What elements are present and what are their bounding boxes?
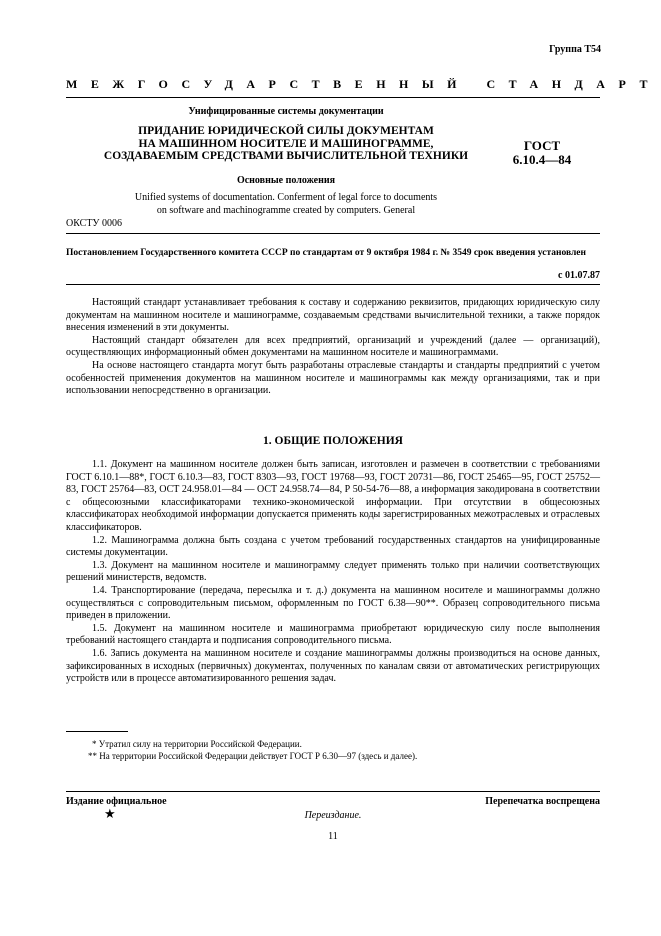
page-number: 11 — [328, 831, 338, 842]
english-title-line: on software and machinogramme created by computers. General — [156, 205, 416, 216]
document-title — [66, 125, 506, 163]
footer-rule — [66, 791, 600, 792]
clause: 1.3. Документ на машинном носителе и машинограмму следует применять только при наличии соответствующих решений министерств, ведомств. — [66, 559, 600, 584]
clause: 1.4. Транспортирование (передача, пересылка и т. д.) документа на машинном носителе и машинограммы должно осуществляться с сопроводительным письмом, оформленным по ГОСТ 6.38—90**. Образец сопроводительного письма приведен в приложении. — [66, 584, 600, 622]
clause: 1.1. Документ на машинном носителе должен быть записан, изготовлен и размечен в соответствии с требованиями ГОСТ 6.10.1—88*, ГОСТ 6.10.3—83, ГОСТ 8303—93, ГОСТ 19768—93, ГОСТ 20731—86, ГОСТ 25465—95, ГОСТ 25752—83, ГОСТ 25764—83, ОСТ 24.958.01—84 — ОСТ 24.958.74—84, Р 50-54-76—88, а информация закодирована в соответствии с общесоюзными классификаторами технико-экономической информации. При отсутствии в общесоюзных классификаторах необходимой информации допускается применять коды зарегистрированных межотраслевых и отраслевых классификаторов. — [66, 459, 600, 533]
title-line: СОЗДАВАЕМЫМ СРЕДСТВАМИ ВЫЧИСЛИТЕЛЬНОЙ ТЕХНИКИ — [103, 150, 469, 162]
section-heading: 1. ОБЩИЕ ПОЛОЖЕНИЯ — [263, 435, 403, 447]
reprint-prohibited-label: Перепечатка воспрещена — [485, 796, 600, 807]
clause: 1.5. Документ на машинном носителе и машинограмма приобретают юридическую силу после выполнения требований настоящего стандарта и подписания сопроводительного письма. — [66, 622, 600, 647]
effective-date: с 01.07.87 — [558, 270, 600, 281]
footnote: * Утратил силу на территории Российской Федерации. — [92, 739, 302, 749]
footnote-separator — [66, 731, 128, 732]
clause: 1.2. Машинограмма должна быть создана с учетом требований государственных стандартов на унифицированные системы документации. — [66, 534, 600, 559]
header-rule-top — [66, 97, 600, 98]
subtitle: Основные положения — [236, 175, 336, 186]
star-icon: ★ — [104, 806, 116, 821]
official-edition-label: Издание официальное — [66, 796, 167, 807]
gost-label: ГОСТ — [523, 138, 561, 153]
paragraph: Настоящий стандарт устанавливает требования к составу и содержанию реквизитов, придающих юридическую силу документам на машинном носителе и машинограмме, создаваемым средствами вычислительной техники, а также порядок внесения изменений в эти документы. — [66, 297, 600, 334]
intro-text — [66, 297, 600, 398]
gost-number: 6.10.4—84 — [512, 152, 572, 167]
header-rule-bottom — [66, 233, 600, 234]
section-body — [66, 459, 600, 686]
oksu-code: ОКСТУ 0006 — [66, 218, 123, 229]
series-title: Унифицированные системы документации — [188, 106, 384, 117]
english-title-line: Unified systems of documentation. Conferment of legal force to documents — [134, 192, 438, 203]
title-line: НА МАШИННОМ НОСИТЕЛЕ И МАШИНОГРАММЕ, — [138, 137, 434, 150]
group-code: Группа Т54 — [549, 44, 601, 55]
reissue-label: Переиздание. — [304, 810, 362, 821]
interstate-standard-heading: МЕЖГОСУДАРСТВЕННЫЙ СТАНДАРТ — [66, 77, 661, 91]
paragraph: Настоящий стандарт обязателен для всех предприятий, организаций и учреждений (далее — организаций), осуществляющих информационный обмен документами на машинном носителе и машинограммами. — [66, 334, 600, 359]
decree-text: Постановлением Государственного комитета СССР по стандартам от 9 октября 1984 г. № 3549 срок введения установлен — [66, 248, 586, 258]
gost-designation — [480, 139, 604, 167]
title-line: ПРИДАНИЕ ЮРИДИЧЕСКОЙ СИЛЫ ДОКУМЕНТАМ — [138, 125, 434, 137]
english-title — [66, 191, 506, 217]
clause: 1.6. Запись документа на машинном носителе и создание машинограммы должны производиться на основе данных, зафиксированных в исходных (первичных) документах, полученных по каналам связи от автоматических регистрирующих устройств или в процессе автоматизированного решения задач. — [66, 647, 600, 685]
decree-rule — [66, 284, 600, 285]
footnote: ** На территории Российской Федерации действует ГОСТ Р 6.30—97 (здесь и далее). — [88, 751, 418, 761]
paragraph: На основе настоящего стандарта могут быть разработаны отраслевые стандарты и стандарты предприятий с учетом особенностей применения документов на машинном носителе и машинограммы как между организациями, так и при использовании непосредственно в организации. — [66, 359, 600, 397]
